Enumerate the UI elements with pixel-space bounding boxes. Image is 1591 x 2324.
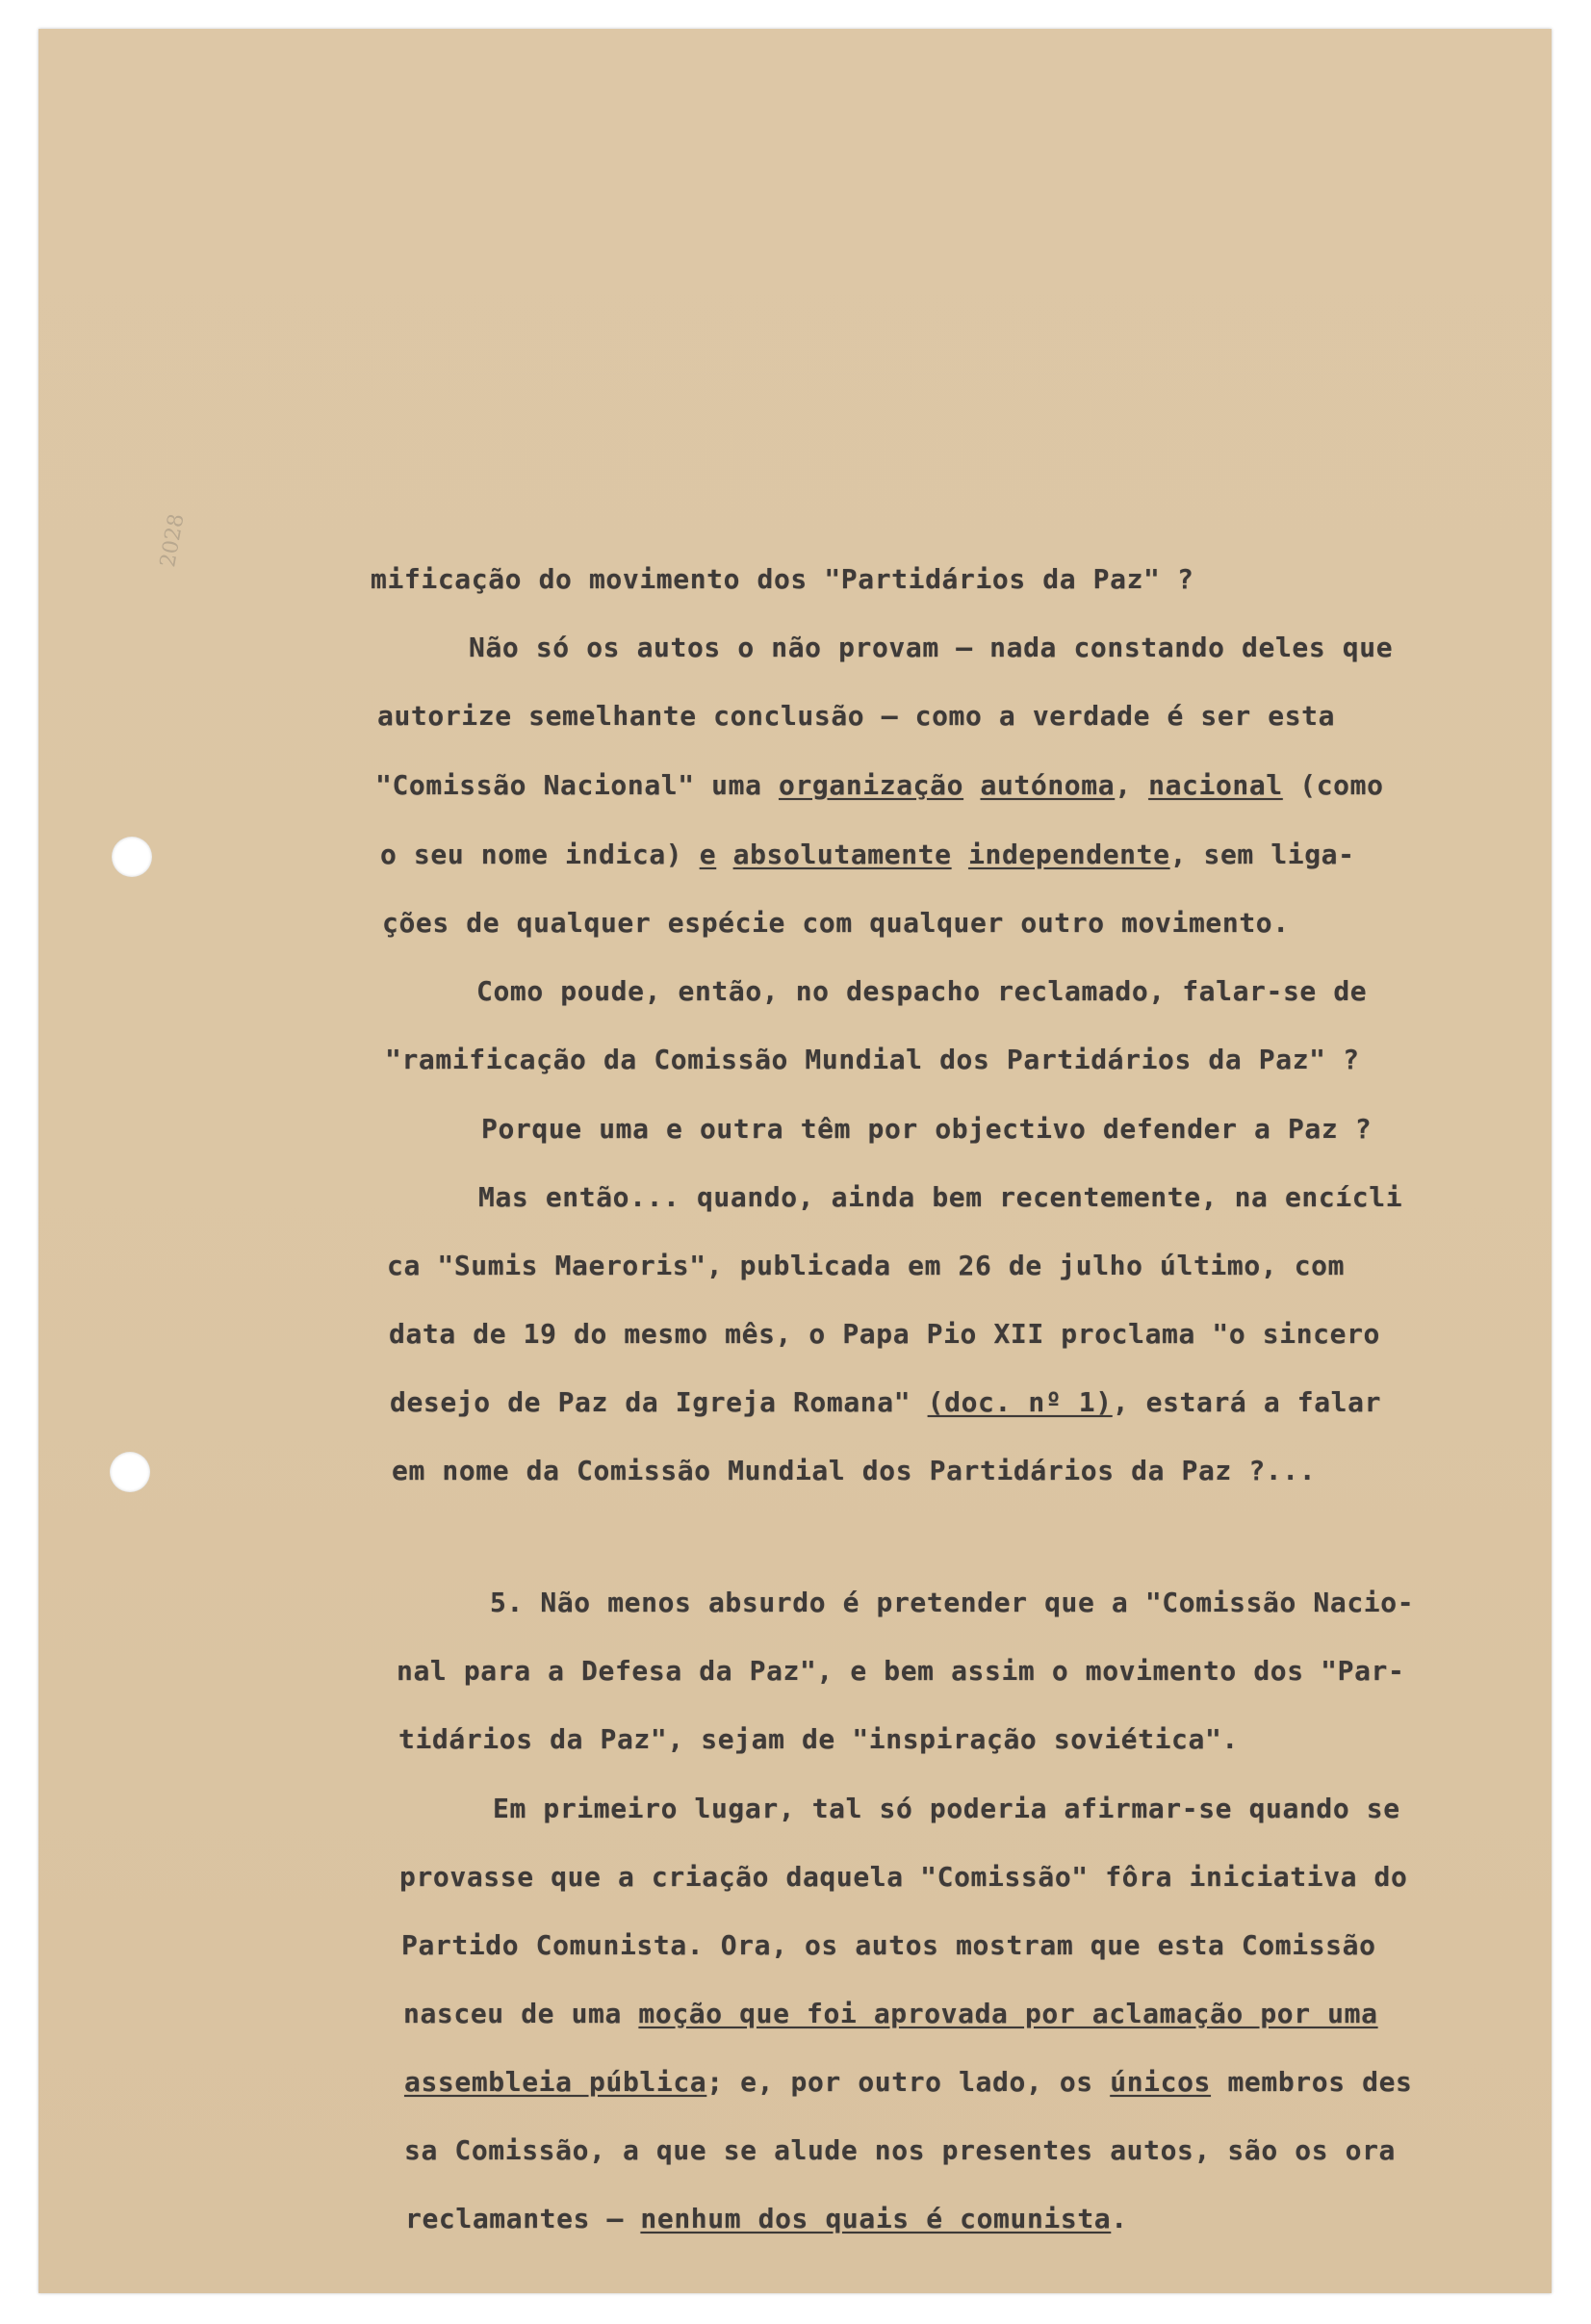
text-line-16: nal para a Defesa da Paz", e bem assim o movimento dos "Par- xyxy=(397,1655,1405,1687)
text-line-9: Porque uma e outra têm por objectivo defender a Paz ? xyxy=(481,1113,1373,1145)
text-line-13: desejo de Paz da Igreja Romana" (doc. nº 1), estará a falar xyxy=(390,1386,1382,1418)
document-page xyxy=(38,29,1552,2293)
text-line-22: assembleia pública; e, por outro lado, os únicos membros des xyxy=(404,2066,1413,2098)
text-line-18: Em primeiro lugar, tal só poderia afirmar-se quando se xyxy=(493,1793,1400,1824)
text-line-14: em nome da Comissão Mundial dos Partidários da Paz ?... xyxy=(392,1455,1317,1486)
text-line-15: 5. Não menos absurdo é pretender que a "Comissão Nacio- xyxy=(490,1587,1415,1618)
text-line-3: autorize semelhante conclusão — como a verdade é ser esta xyxy=(377,700,1336,732)
text-line-10: Mas então... quando, ainda bem recentemente, na encícli xyxy=(478,1181,1403,1213)
text-line-21: nasceu de uma moção que foi aprovada por aclamação por uma xyxy=(403,1998,1378,2029)
text-line-8: "ramificação da Comissão Mundial dos Partidários da Paz" ? xyxy=(385,1044,1360,1075)
text-line-7: Como poude, então, no despacho reclamado, falar-se de xyxy=(476,975,1368,1007)
binder-hole-top xyxy=(112,837,152,877)
text-line-20: Partido Comunista. Ora, os autos mostram que esta Comissão xyxy=(401,1929,1376,1961)
text-line-17: tidários da Paz", sejam de "inspiração soviética". xyxy=(398,1723,1239,1755)
text-line-19: provasse que a criação daquela "Comissão" fôra iniciativa do xyxy=(399,1861,1408,1893)
text-line-5: o seu nome indica) e absolutamente independente, sem liga- xyxy=(380,839,1355,870)
text-line-24: reclamantes — nenhum dos quais é comunista. xyxy=(405,2203,1128,2234)
margin-page-mark: 2028 xyxy=(156,511,190,570)
text-line-6: ções de qualquer espécie com qualquer outro movimento. xyxy=(382,907,1290,939)
text-line-11: ca "Sumis Maeroris", publicada em 26 de julho último, com xyxy=(387,1250,1346,1281)
text-line-2: Não só os autos o não provam — nada constando deles que xyxy=(469,632,1394,663)
text-line-1: mificação do movimento dos "Partidários da Paz" ? xyxy=(371,563,1194,595)
binder-hole-bottom xyxy=(110,1452,150,1492)
text-line-23: sa Comissão, a que se alude nos presentes autos, são os ora xyxy=(404,2134,1396,2166)
text-line-12: data de 19 do mesmo mês, o Papa Pio XII proclama "o sincero xyxy=(389,1318,1380,1350)
text-line-4: "Comissão Nacional" uma organização autónoma, nacional (como xyxy=(375,769,1384,801)
